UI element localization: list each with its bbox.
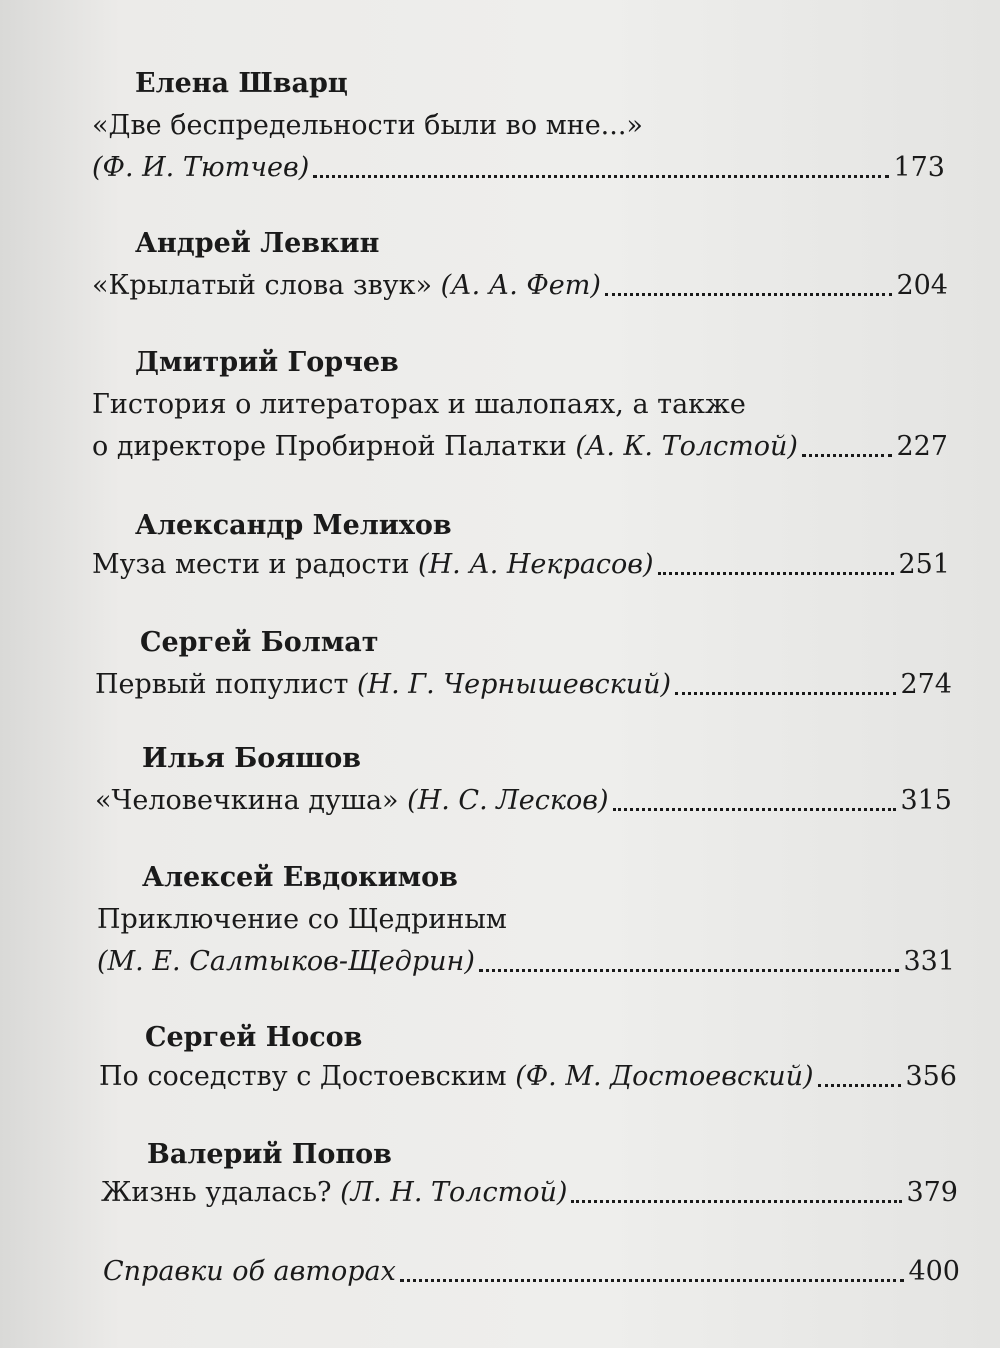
toc-footer-title: Справки об авторах [103,1256,396,1287]
toc-page-number: 379 [906,1177,958,1208]
toc-page-number: 173 [893,152,945,183]
toc-line[interactable] [92,431,948,465]
toc-author: Валерий Попов [147,1139,392,1170]
toc-author: Илья Бояшов [142,743,362,774]
toc-line[interactable] [101,1177,958,1211]
toc-title: «Человечкина душа» [95,785,408,816]
toc-source: (Н. А. Некрасов) [418,549,654,580]
toc-line[interactable] [92,549,950,583]
toc-title: Гистория о литераторах и шалопаях, а также [92,389,746,420]
toc-page-number: 204 [896,270,948,301]
toc-source: (А. А. Фет) [440,270,601,301]
toc-author: Дмитрий Горчев [135,347,399,378]
dot-leader [479,969,900,972]
toc-page-number: 227 [896,431,948,462]
toc-author: Алексей Евдокимов [142,862,458,893]
dot-leader [571,1200,902,1203]
toc-line[interactable] [95,669,952,703]
dot-leader [658,572,895,575]
toc-title: «Две беспредельности были во мне...» [92,110,643,141]
toc-line[interactable] [95,785,952,819]
toc-line-footer[interactable] [103,1256,960,1290]
toc-author: Сергей Болмат [140,627,379,658]
toc-line[interactable] [92,270,948,304]
toc-title: о директоре Пробирной Палатки [92,431,576,462]
toc-line[interactable] [92,389,948,423]
toc-source: (Ф. И. Тютчев) [92,152,310,183]
toc-author: Елена Шварц [135,68,348,99]
toc-page-number: 356 [905,1061,957,1092]
toc-author: Сергей Носов [145,1022,363,1053]
toc-title: Первый популист [95,669,357,700]
toc-title: По соседству с Достоевским [99,1061,516,1092]
dot-leader [605,293,893,296]
toc-source: (М. Е. Салтыков-Щедрин) [97,946,475,977]
toc-source: (А. К. Толстой) [575,431,798,462]
toc-page-number: 331 [903,946,955,977]
toc-source: (Л. Н. Толстой) [340,1177,568,1208]
toc-line[interactable] [97,946,955,980]
toc-line[interactable] [92,110,945,144]
toc-title: «Крылатый слова звук» [92,270,441,301]
toc-source: (Н. С. Лесков) [407,785,609,816]
toc-line[interactable] [92,152,945,186]
toc-author: Александр Мелихов [135,510,452,541]
toc-page-number: 315 [900,785,952,816]
toc-title: Жизнь удалась? [101,1177,341,1208]
toc-source: (Ф. М. Достоевский) [515,1061,814,1092]
toc-page-number: 274 [900,669,952,700]
toc-author: Андрей Левкин [135,228,380,259]
toc-page-number: 400 [908,1256,960,1287]
dot-leader [818,1084,902,1087]
dot-leader [802,454,893,457]
dot-leader [613,808,897,811]
dot-leader [400,1279,905,1282]
toc-title: Приключение со Щедриным [97,904,507,935]
dot-leader [675,692,896,695]
toc-title: Муза мести и радости [92,549,419,580]
dot-leader [313,175,889,178]
toc-line[interactable] [97,904,955,938]
toc-page-number: 251 [898,549,950,580]
toc-line[interactable] [99,1061,957,1095]
toc-source: (Н. Г. Чернышевский) [357,669,672,700]
